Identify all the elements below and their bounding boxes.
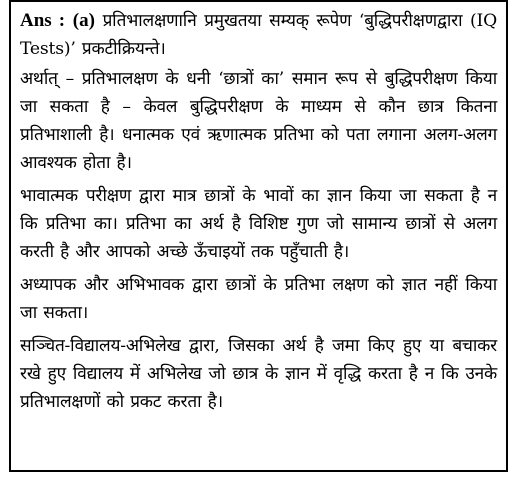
answer-label: Ans : — [20, 10, 66, 31]
answer-paragraph-4: सञ्चित-विद्यालय-अभिलेख द्वारा, जिसका अर्थ है जमा किए हुए या बचाकर रखे हुए विद्यालय में अभिलेख जो छात्र के ज्ञान में वृद्धि करता है न कि उनके प्रतिभालक्षणों को प्रकट करता है। — [20, 336, 497, 412]
answer-paragraph-2: भावात्मक परीक्षण द्वारा मात्र छात्रों के भावों का ज्ञान किया जा सकता है न कि प्रतिभा का। प्रतिभा का अर्थ है विशिष्ट गुण जो सामान्य छात्रों से अलग करती है और आपको अच्छे ऊँचाइयों तक पहुँचाती है। — [20, 186, 497, 262]
answer-option-label: (a) — [72, 10, 95, 31]
answer-intro — [20, 7, 497, 63]
answer-intro-text: प्रतिभालक्षणानि प्रमुखतया सम्यक् रूपेण ‘बुद्धिपरीक्षणद्वारा (IQ Tests)’ प्रकटीक्रियन्ते। — [20, 11, 498, 59]
answer-box — [9, 0, 508, 472]
answer-paragraph-1: अर्थात् – प्रतिभालक्षण के धनी ‘छात्रों का’ समान रूप से बुद्धिपरीक्षण किया जा सकता है – केवल बुद्धिपरीक्षण के माध्यम से कौन छात्र कितना प्रतिभाशाली है। धनात्मक एवं ऋणात्मक प्रतिभा को पता लगाना अलग-अलग आवश्यक होता है। — [20, 69, 497, 173]
answer-paragraph-3: अध्यापक और अभिभावक द्वारा छात्रों के प्रतिभा लक्षण को ज्ञात नहीं किया जा सकता। — [20, 275, 497, 323]
